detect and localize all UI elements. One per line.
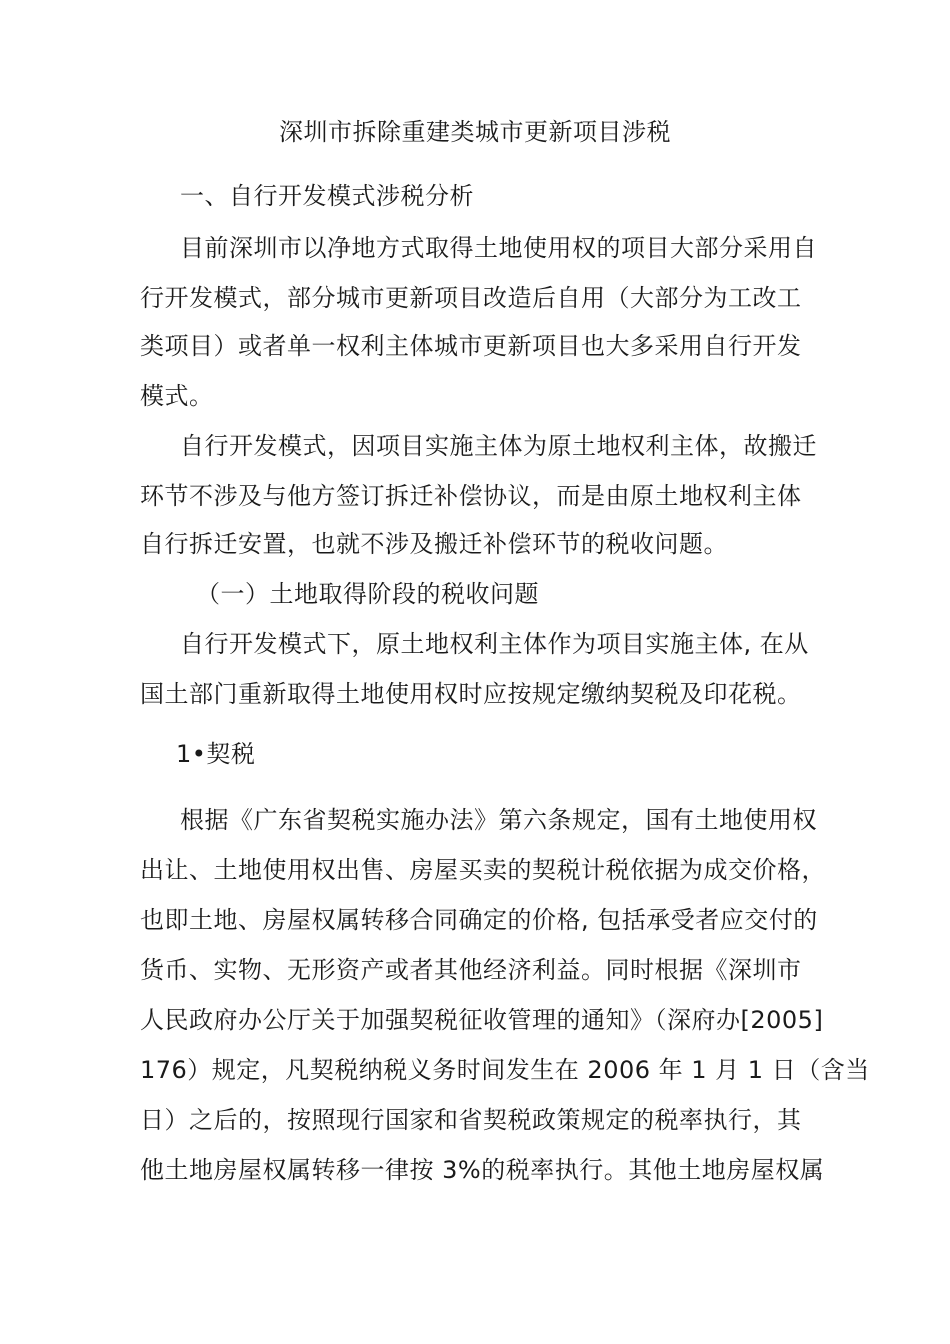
- paragraph-4-line-1: 根据《广东省契税实施办法》第六条规定，国有土地使用权: [180, 806, 817, 834]
- paragraph-1-line-4: 模式。: [140, 382, 214, 410]
- paragraph-1-line-1: 目前深圳市以净地方式取得土地使用权的项目大部分采用自: [180, 234, 817, 262]
- paragraph-1-line-2: 行开发模式，部分城市更新项目改造后自用（大部分为工改工: [140, 284, 802, 312]
- section-heading-3: 1•契税: [176, 740, 256, 768]
- document-title: 深圳市拆除重建类城市更新项目涉税: [279, 118, 671, 146]
- paragraph-3-line-1: 自行开发模式下，原土地权利主体作为项目实施主体, 在从: [180, 630, 809, 658]
- paragraph-4-line-6: 176）规定，凡契税纳税义务时间发生在 2006 年 1 月 1 日（含当: [140, 1056, 870, 1084]
- paragraph-4-line-3: 也即土地、房屋权属转移合同确定的价格, 包括承受者应交付的: [140, 906, 818, 934]
- paragraph-2-line-3: 自行拆迁安置，也就不涉及搬迁补偿环节的税收问题。: [140, 530, 728, 558]
- paragraph-4-line-5: 人民政府办公厅关于加强契税征收管理的通知》（深府办[2005]: [140, 1006, 824, 1034]
- paragraph-1-line-3: 类项目）或者单一权利主体城市更新项目也大多采用自行开发: [140, 332, 802, 360]
- section-heading-1: 一、自行开发模式涉税分析: [180, 182, 474, 210]
- paragraph-2-line-1: 自行开发模式，因项目实施主体为原土地权利主体，故搬迁: [180, 432, 817, 460]
- paragraph-4-line-8: 他土地房屋权属转移一律按 3%的税率执行。其他土地房屋权属: [140, 1156, 825, 1184]
- paragraph-4-line-7: 日）之后的，按照现行国家和省契税政策规定的税率执行，其: [140, 1106, 802, 1134]
- paragraph-2-line-2: 环节不涉及与他方签订拆迁补偿协议，而是由原土地权利主体: [140, 482, 802, 510]
- paragraph-4-line-4: 货币、实物、无形资产或者其他经济利益。同时根据《深圳市: [140, 956, 802, 984]
- paragraph-4-line-2: 出让、土地使用权出售、房屋买卖的契税计税依据为成交价格，: [140, 856, 826, 884]
- section-heading-2: （一）土地取得阶段的税收问题: [196, 580, 539, 608]
- paragraph-3-line-2: 国土部门重新取得土地使用权时应按规定缴纳契税及印花税。: [140, 680, 802, 708]
